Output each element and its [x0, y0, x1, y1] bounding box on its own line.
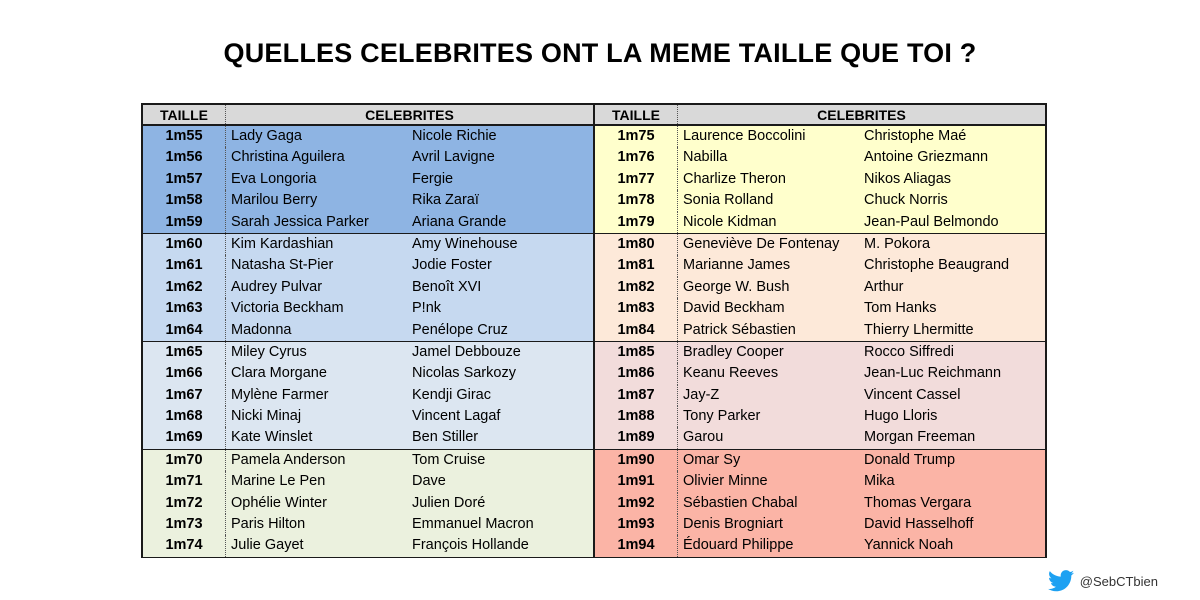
- height-value: 1m73: [165, 516, 203, 533]
- height-value: 1m80: [617, 235, 655, 252]
- celebrity-name-2: Jamel Debbouze: [412, 343, 521, 360]
- header-celebrities: CELEBRITES: [677, 105, 1045, 124]
- celebrity-names: [677, 190, 1045, 211]
- celebrity-name-2: Thomas Vergara: [864, 494, 972, 511]
- table-row: [595, 320, 1045, 341]
- celebrity-names: [225, 190, 593, 211]
- height-value: 1m93: [617, 516, 655, 533]
- table-row: [143, 212, 593, 233]
- celebrity-name-1: Ophélie Winter: [231, 494, 327, 511]
- table-row: [595, 385, 1045, 406]
- height-value: 1m68: [165, 408, 203, 425]
- celebrity-name-1: Nicki Minaj: [231, 408, 302, 425]
- celebrity-name-2: Rika Zaraï: [412, 192, 479, 209]
- celebrity-name-2: Benoît XVI: [412, 278, 482, 295]
- celebrity-name-1: Garou: [683, 429, 724, 446]
- celebrity-name-2: Kendji Girac: [412, 386, 491, 403]
- height-value: 1m67: [165, 386, 203, 403]
- table-row: [595, 169, 1045, 190]
- celebrity-name-1: Audrey Pulvar: [231, 278, 323, 295]
- celebrity-name-2: Dave: [412, 473, 446, 490]
- celebrity-name-2: Penélope Cruz: [412, 321, 508, 338]
- height-table: [141, 103, 1047, 558]
- height-group: [595, 234, 1045, 342]
- height-value: 1m82: [617, 278, 655, 295]
- celebrity-name-1: Madonna: [231, 321, 292, 338]
- height-value: 1m86: [617, 365, 655, 382]
- table-row: [143, 126, 593, 147]
- celebrity-names: [677, 320, 1045, 341]
- celebrity-names: [677, 147, 1045, 168]
- height-value: 1m78: [617, 192, 655, 209]
- celebrity-name-1: Marine Le Pen: [231, 473, 326, 490]
- height-value: 1m89: [617, 429, 655, 446]
- table-row: [595, 406, 1045, 427]
- celebrity-name-2: Tom Cruise: [412, 451, 486, 468]
- header-celebrities: CELEBRITES: [225, 105, 593, 124]
- table-row: [143, 169, 593, 190]
- celebrity-name-1: Lady Gaga: [231, 128, 302, 144]
- celebrity-names: [677, 406, 1045, 427]
- celebrity-name-1: Natasha St-Pier: [231, 257, 334, 274]
- table-row: [143, 255, 593, 276]
- table-row: [595, 471, 1045, 492]
- celebrity-names: [225, 255, 593, 276]
- celebrity-name-2: Julien Doré: [412, 494, 486, 511]
- celebrity-name-2: Chuck Norris: [864, 192, 948, 209]
- table-row: [595, 298, 1045, 319]
- celebrity-name-1: Kim Kardashian: [231, 235, 334, 252]
- twitter-bird-shape: [1048, 570, 1074, 591]
- celebrity-name-2: Thierry Lhermitte: [864, 321, 974, 338]
- celebrity-name-1: Mylène Farmer: [231, 386, 329, 403]
- height-value: 1m76: [617, 149, 655, 166]
- height-value: 1m69: [165, 429, 203, 446]
- page-title: QUELLES CELEBRITES ONT LA MEME TAILLE QUE TOI ?: [223, 38, 977, 68]
- table-row: [595, 147, 1045, 168]
- celebrity-name-1: Sarah Jessica Parker: [231, 213, 369, 230]
- height-value: 1m92: [617, 494, 655, 511]
- celebrity-name-2: Avril Lavigne: [412, 149, 495, 166]
- header-size: TAILLE: [612, 107, 660, 123]
- right-column: [595, 105, 1045, 556]
- celebrity-names: [677, 169, 1045, 190]
- celebrity-names: [225, 126, 593, 147]
- celebrity-name-1: Victoria Beckham: [231, 300, 344, 317]
- table-row: [595, 212, 1045, 233]
- celebrity-name-1: David Beckham: [683, 300, 785, 317]
- celebrity-name-1: Laurence Boccolini: [683, 128, 806, 144]
- table-row: [143, 298, 593, 319]
- celebrity-name-2: Fergie: [412, 170, 454, 187]
- celebrity-name-1: Clara Morgane: [231, 365, 327, 382]
- celebrity-names: [225, 406, 593, 427]
- celebrity-name-2: Vincent Lagaf: [412, 408, 501, 425]
- celebrity-name-2: Arthur: [864, 278, 904, 295]
- height-value: 1m74: [165, 537, 203, 554]
- height-group: [595, 126, 1045, 234]
- celebrity-name-1: Olivier Minne: [683, 473, 768, 490]
- table-row: [143, 342, 593, 363]
- table-header: [143, 105, 593, 126]
- celebrity-names: [225, 169, 593, 190]
- celebrity-names: [677, 255, 1045, 276]
- celebrity-name-2: Christophe Beaugrand: [864, 257, 1010, 274]
- celebrity-names: [677, 514, 1045, 535]
- height-value: 1m59: [165, 213, 203, 230]
- table-row: [143, 147, 593, 168]
- celebrity-name-2: Yannick Noah: [864, 537, 954, 554]
- height-value: 1m55: [165, 128, 203, 144]
- height-value: 1m66: [165, 365, 203, 382]
- celebrity-name-1: Nabilla: [683, 149, 728, 166]
- celebrity-names: [677, 126, 1045, 147]
- height-value: 1m79: [617, 213, 655, 230]
- table-row: [595, 427, 1045, 448]
- celebrity-name-2: Amy Winehouse: [412, 235, 518, 252]
- celebrity-name-2: Ben Stiller: [412, 429, 479, 446]
- celebrity-name-1: Charlize Theron: [683, 170, 786, 187]
- celebrity-name-2: M. Pokora: [864, 235, 931, 252]
- header-size: TAILLE: [160, 107, 208, 123]
- height-value: 1m61: [165, 257, 203, 274]
- table-row: [143, 535, 593, 556]
- celebrity-name-1: Marianne James: [683, 257, 791, 274]
- celebrity-name-2: Mika: [864, 473, 895, 490]
- table-row: [595, 493, 1045, 514]
- celebrity-name-2: Jean-Luc Reichmann: [864, 365, 1002, 382]
- height-value: 1m84: [617, 321, 655, 338]
- celebrity-name-2: David Hasselhoff: [864, 516, 974, 533]
- celebrity-names: [677, 363, 1045, 384]
- celebrity-name-1: Patrick Sébastien: [683, 321, 796, 338]
- height-value: 1m58: [165, 192, 203, 209]
- celebrity-name-2: Nikos Aliagas: [864, 170, 952, 187]
- celebrity-names: [677, 535, 1045, 556]
- height-group: [595, 450, 1045, 557]
- celebrity-name-1: George W. Bush: [683, 278, 790, 295]
- table-row: [595, 342, 1045, 363]
- height-value: 1m94: [617, 537, 655, 554]
- height-value: 1m81: [617, 257, 655, 274]
- celebrity-name-2: Rocco Siffredi: [864, 343, 954, 360]
- celebrity-name-2: Donald Trump: [864, 451, 956, 468]
- height-value: 1m83: [617, 300, 655, 317]
- height-value: 1m57: [165, 170, 203, 187]
- twitter-bird-icon: [1048, 570, 1074, 592]
- celebrity-names: [225, 535, 593, 556]
- celebrity-name-2: Nicolas Sarkozy: [412, 365, 516, 382]
- celebrity-names: [677, 450, 1045, 471]
- celebrity-names: [677, 342, 1045, 363]
- table-row: [595, 514, 1045, 535]
- celebrity-name-1: Édouard Philippe: [683, 537, 794, 554]
- celebrity-names: [677, 471, 1045, 492]
- table-row: [143, 277, 593, 298]
- celebrity-name-2: Vincent Cassel: [864, 386, 961, 403]
- celebrity-name-2: P!nk: [412, 300, 442, 317]
- table-row: [595, 234, 1045, 255]
- celebrity-names: [225, 363, 593, 384]
- celebrity-name-1: Eva Longoria: [231, 170, 317, 187]
- height-value: 1m71: [165, 473, 203, 490]
- celebrity-name-1: Jay-Z: [683, 386, 720, 403]
- table-row: [143, 514, 593, 535]
- celebrity-names: [225, 298, 593, 319]
- table-row: [143, 320, 593, 341]
- table-row: [143, 190, 593, 211]
- table-row: [143, 427, 593, 448]
- celebrity-names: [225, 493, 593, 514]
- twitter-handle: @SebCTbien: [1079, 573, 1158, 589]
- table-row: [143, 450, 593, 471]
- height-group: [143, 450, 593, 557]
- celebrity-name-1: Paris Hilton: [231, 516, 306, 533]
- table-row: [143, 363, 593, 384]
- height-value: 1m77: [617, 170, 655, 187]
- left-column: [143, 105, 595, 556]
- celebrity-name-1: Tony Parker: [683, 408, 761, 425]
- table-row: [595, 255, 1045, 276]
- table-row: [143, 471, 593, 492]
- table-row: [595, 450, 1045, 471]
- celebrity-name-1: Nicole Kidman: [683, 213, 777, 230]
- celebrity-names: [677, 385, 1045, 406]
- celebrity-names: [225, 277, 593, 298]
- height-group: [143, 126, 593, 234]
- celebrity-name-1: Sonia Rolland: [683, 192, 774, 209]
- celebrity-name-2: Christophe Maé: [864, 128, 967, 144]
- table-row: [595, 363, 1045, 384]
- celebrity-name-2: Hugo Lloris: [864, 408, 938, 425]
- height-value: 1m85: [617, 343, 655, 360]
- celebrity-name-2: François Hollande: [412, 537, 529, 554]
- celebrity-name-1: Keanu Reeves: [683, 365, 779, 382]
- celebrity-names: [677, 493, 1045, 514]
- celebrity-names: [225, 234, 593, 255]
- celebrity-name-1: Sébastien Chabal: [683, 494, 798, 511]
- height-value: 1m75: [617, 128, 655, 144]
- height-group: [143, 342, 593, 450]
- celebrity-name-2: Antoine Griezmann: [864, 149, 989, 166]
- celebrity-names: [225, 471, 593, 492]
- celebrity-name-1: Omar Sy: [683, 451, 741, 468]
- celebrity-names: [225, 427, 593, 448]
- celebrity-names: [677, 234, 1045, 255]
- table-row: [595, 535, 1045, 556]
- celebrity-names: [225, 147, 593, 168]
- celebrity-names: [677, 427, 1045, 448]
- celebrity-name-1: Christina Aguilera: [231, 149, 345, 166]
- celebrity-name-2: Morgan Freeman: [864, 429, 976, 446]
- left-groups: [143, 126, 593, 557]
- height-value: 1m56: [165, 149, 203, 166]
- celebrity-name-1: Miley Cyrus: [231, 343, 307, 360]
- height-group: [143, 234, 593, 342]
- height-value: 1m91: [617, 473, 655, 490]
- height-value: 1m63: [165, 300, 203, 317]
- celebrity-name-2: Ariana Grande: [412, 213, 507, 230]
- table-row: [143, 406, 593, 427]
- celebrity-names: [225, 450, 593, 471]
- celebrity-names: [677, 212, 1045, 233]
- celebrity-names: [225, 212, 593, 233]
- height-group: [595, 342, 1045, 450]
- celebrity-names: [225, 342, 593, 363]
- celebrity-name-1: Pamela Anderson: [231, 451, 346, 468]
- table-row: [595, 277, 1045, 298]
- height-value: 1m64: [165, 321, 203, 338]
- table-header: [595, 105, 1045, 126]
- celebrity-name-2: Emmanuel Macron: [412, 516, 534, 533]
- height-value: 1m72: [165, 494, 203, 511]
- table-row: [595, 126, 1045, 147]
- height-value: 1m90: [617, 451, 655, 468]
- right-groups: [595, 126, 1045, 557]
- table-row: [143, 493, 593, 514]
- celebrity-names: [677, 298, 1045, 319]
- celebrity-name-1: Geneviève De Fontenay: [683, 235, 840, 252]
- celebrity-names: [225, 320, 593, 341]
- height-value: 1m60: [165, 235, 203, 252]
- celebrity-name-2: Tom Hanks: [864, 300, 937, 317]
- celebrity-name-2: Nicole Richie: [412, 128, 497, 144]
- celebrity-names: [225, 514, 593, 535]
- table-row: [595, 190, 1045, 211]
- height-value: 1m65: [165, 343, 203, 360]
- height-value: 1m87: [617, 386, 655, 403]
- table-row: [143, 385, 593, 406]
- celebrity-name-2: Jodie Foster: [412, 257, 492, 274]
- height-value: 1m62: [165, 278, 203, 295]
- celebrity-name-2: Jean-Paul Belmondo: [864, 213, 999, 230]
- footer-credit: [1048, 570, 1158, 592]
- celebrity-names: [677, 277, 1045, 298]
- celebrity-name-1: Bradley Cooper: [683, 343, 784, 360]
- celebrity-name-1: Marilou Berry: [231, 192, 318, 209]
- height-value: 1m88: [617, 408, 655, 425]
- celebrity-name-1: Julie Gayet: [231, 537, 304, 554]
- celebrity-name-1: Kate Winslet: [231, 429, 313, 446]
- celebrity-names: [225, 385, 593, 406]
- table-row: [143, 234, 593, 255]
- height-value: 1m70: [165, 451, 203, 468]
- celebrity-name-1: Denis Brogniart: [683, 516, 783, 533]
